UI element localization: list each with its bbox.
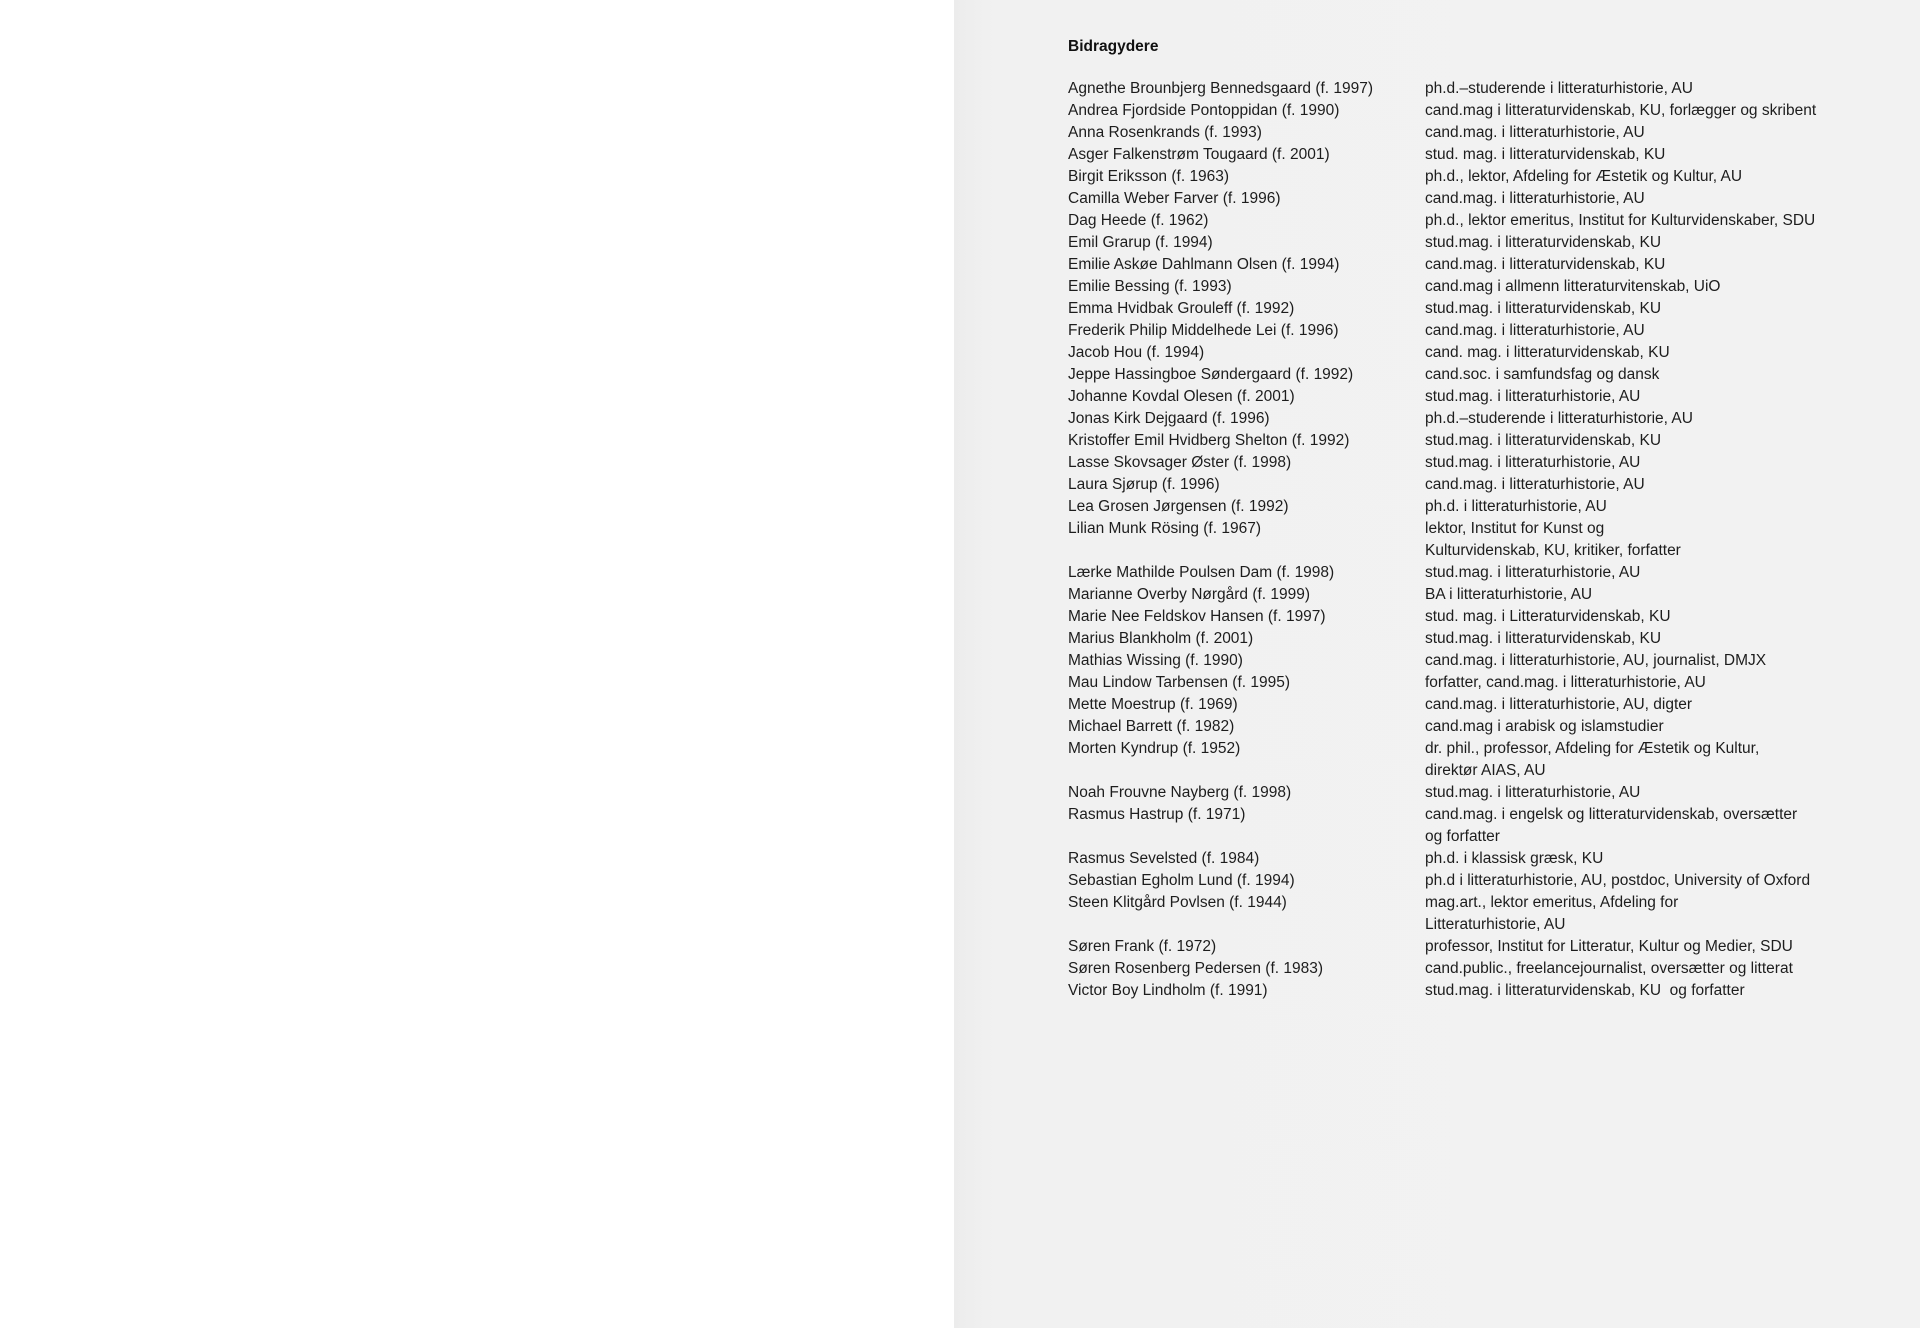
contributor-description: cand.mag i allmenn litteraturvitenskab, UiO xyxy=(1425,278,1721,295)
contributor-row xyxy=(1068,342,1888,364)
contributor-name: Marius Blankholm (f. 2001) xyxy=(1068,630,1254,647)
contributor-row xyxy=(1068,848,1888,870)
contributor-description: cand.public., freelancejournalist, oversætter og litterat xyxy=(1425,960,1793,977)
contributor-name: Rasmus Sevelsted (f. 1984) xyxy=(1068,850,1260,867)
contributor-row xyxy=(1068,804,1888,848)
contributor-row xyxy=(1068,386,1888,408)
contributor-row xyxy=(1068,232,1888,254)
contributor-name: Asger Falkenstrøm Tougaard (f. 2001) xyxy=(1068,146,1330,163)
contributor-row xyxy=(1068,980,1888,1002)
contributor-row xyxy=(1068,298,1888,320)
contributor-row xyxy=(1068,100,1888,122)
contributor-description: dr. phil., professor, Afdeling for Æstetik og Kultur, direktør AIAS, AU xyxy=(1425,740,1760,779)
contributor-name: Emilie Bessing (f. 1993) xyxy=(1068,278,1232,295)
contributor-row xyxy=(1068,694,1888,716)
contributor-row xyxy=(1068,430,1888,452)
contributor-description: cand.mag i litteraturvidenskab, KU, forlægger og skribent xyxy=(1425,102,1817,119)
contributor-description: ph.d i litteraturhistorie, AU, postdoc, University of Oxford xyxy=(1425,872,1811,889)
contributor-description: cand.soc. i samfundsfag og dansk xyxy=(1425,366,1660,383)
contributor-row xyxy=(1068,166,1888,188)
contributor-name: Anna Rosenkrands (f. 1993) xyxy=(1068,124,1262,141)
contributor-row xyxy=(1068,562,1888,584)
contributor-description: cand.mag. i engelsk og litteraturvidenskab, oversætter og forfatter xyxy=(1425,806,1798,845)
contributor-name: Mathias Wissing (f. 1990) xyxy=(1068,652,1243,669)
page-title: Bidragydere xyxy=(1068,38,1159,55)
contributor-row xyxy=(1068,892,1888,936)
contributor-description: cand. mag. i litteraturvidenskab, KU xyxy=(1425,344,1670,361)
contributor-row xyxy=(1068,144,1888,166)
contributor-name: Jeppe Hassingboe Søndergaard (f. 1992) xyxy=(1068,366,1354,383)
contributor-description: ph.d., lektor, Afdeling for Æstetik og Kultur, AU xyxy=(1425,168,1743,185)
contributor-description: stud.mag. i litteraturhistorie, AU xyxy=(1425,564,1641,581)
contributor-row xyxy=(1068,188,1888,210)
contributor-row xyxy=(1068,254,1888,276)
contributor-name: Lea Grosen Jørgensen (f. 1992) xyxy=(1068,498,1289,515)
contributor-name: Frederik Philip Middelhede Lei (f. 1996) xyxy=(1068,322,1339,339)
contributor-name: Marie Nee Feldskov Hansen (f. 1997) xyxy=(1068,608,1326,625)
contributor-description: stud.mag. i litteraturhistorie, AU xyxy=(1425,784,1641,801)
contributor-description: stud. mag. i litteraturvidenskab, KU xyxy=(1425,146,1666,163)
contributor-description: forfatter, cand.mag. i litteraturhistorie, AU xyxy=(1425,674,1706,691)
contributor-name: Steen Klitgård Povlsen (f. 1944) xyxy=(1068,894,1287,911)
contributor-name: Birgit Eriksson (f. 1963) xyxy=(1068,168,1230,185)
contributor-description: ph.d.–studerende i litteraturhistorie, AU xyxy=(1425,410,1693,427)
contributor-name: Emil Grarup (f. 1994) xyxy=(1068,234,1213,251)
contributor-name: Morten Kyndrup (f. 1952) xyxy=(1068,740,1241,757)
contributor-description: ph.d. i litteraturhistorie, AU xyxy=(1425,498,1607,515)
contributor-description: stud.mag. i litteraturvidenskab, KU xyxy=(1425,234,1662,251)
contributor-row xyxy=(1068,122,1888,144)
contributor-name: Mau Lindow Tarbensen (f. 1995) xyxy=(1068,674,1291,691)
contributor-row xyxy=(1068,452,1888,474)
contributor-row xyxy=(1068,210,1888,232)
contributor-description: professor, Institut for Litteratur, Kultur og Medier, SDU xyxy=(1425,938,1793,955)
contributor-row xyxy=(1068,78,1888,100)
contributor-description: cand.mag. i litteraturhistorie, AU xyxy=(1425,322,1645,339)
contributor-row xyxy=(1068,782,1888,804)
contributor-name: Andrea Fjordside Pontoppidan (f. 1990) xyxy=(1068,102,1340,119)
contributor-row xyxy=(1068,276,1888,298)
contributor-row xyxy=(1068,474,1888,496)
contributor-description: ph.d.–studerende i litteraturhistorie, AU xyxy=(1425,80,1693,97)
contributor-description: cand.mag. i litteraturhistorie, AU xyxy=(1425,476,1645,493)
contributor-description: stud.mag. i litteraturvidenskab, KU og forfatter xyxy=(1425,982,1745,999)
contributor-name: Lilian Munk Rösing (f. 1967) xyxy=(1068,520,1261,537)
contributor-list xyxy=(1068,78,1888,1002)
contributor-description: lektor, Institut for Kunst og Kulturvidenskab, KU, kritiker, forfatter xyxy=(1425,520,1681,559)
contributor-row xyxy=(1068,650,1888,672)
contributor-description: stud. mag. i Litteraturvidenskab, KU xyxy=(1425,608,1671,625)
contributor-name: Johanne Kovdal Olesen (f. 2001) xyxy=(1068,388,1295,405)
contributor-description: BA i litteraturhistorie, AU xyxy=(1425,586,1593,603)
contributor-row xyxy=(1068,738,1888,782)
contributor-name: Søren Rosenberg Pedersen (f. 1983) xyxy=(1068,960,1324,977)
contributors-section xyxy=(1068,36,1888,1002)
contributor-row xyxy=(1068,364,1888,386)
contributor-description: ph.d. i klassisk græsk, KU xyxy=(1425,850,1604,867)
contributor-row xyxy=(1068,320,1888,342)
contributor-name: Lærke Mathilde Poulsen Dam (f. 1998) xyxy=(1068,564,1335,581)
contributor-name: Rasmus Hastrup (f. 1971) xyxy=(1068,806,1246,823)
contributor-row xyxy=(1068,584,1888,606)
contributor-description: stud.mag. i litteraturvidenskab, KU xyxy=(1425,630,1662,647)
contributor-description: cand.mag. i litteraturhistorie, AU xyxy=(1425,124,1645,141)
contributor-row xyxy=(1068,606,1888,628)
contributor-name: Emilie Askøe Dahlmann Olsen (f. 1994) xyxy=(1068,256,1340,273)
contributor-name: Michael Barrett (f. 1982) xyxy=(1068,718,1235,735)
contributor-description: cand.mag. i litteraturhistorie, AU xyxy=(1425,190,1645,207)
contributor-row xyxy=(1068,716,1888,738)
contributor-row xyxy=(1068,518,1888,562)
contributor-description: cand.mag i arabisk og islamstudier xyxy=(1425,718,1664,735)
contributor-row xyxy=(1068,958,1888,980)
contributor-name: Laura Sjørup (f. 1996) xyxy=(1068,476,1220,493)
contributor-name: Sebastian Egholm Lund (f. 1994) xyxy=(1068,872,1295,889)
contributor-name: Camilla Weber Farver (f. 1996) xyxy=(1068,190,1281,207)
contributor-name: Noah Frouvne Nayberg (f. 1998) xyxy=(1068,784,1292,801)
contributor-description: stud.mag. i litteraturhistorie, AU xyxy=(1425,454,1641,471)
contributor-name: Dag Heede (f. 1962) xyxy=(1068,212,1209,229)
contributor-name: Jacob Hou (f. 1994) xyxy=(1068,344,1205,361)
contributor-row xyxy=(1068,672,1888,694)
contributor-description: stud.mag. i litteraturvidenskab, KU xyxy=(1425,432,1662,449)
contributor-description: stud.mag. i litteraturhistorie, AU xyxy=(1425,388,1641,405)
contributor-row xyxy=(1068,408,1888,430)
contributor-description: cand.mag. i litteraturvidenskab, KU xyxy=(1425,256,1666,273)
contributor-name: Marianne Overby Nørgård (f. 1999) xyxy=(1068,586,1311,603)
contributor-description: stud.mag. i litteraturvidenskab, KU xyxy=(1425,300,1662,317)
contributor-name: Jonas Kirk Dejgaard (f. 1996) xyxy=(1068,410,1270,427)
right-page xyxy=(954,0,1920,1328)
contributor-name: Emma Hvidbak Grouleff (f. 1992) xyxy=(1068,300,1295,317)
contributor-description: ph.d., lektor emeritus, Institut for Kulturvidenskaber, SDU xyxy=(1425,212,1816,229)
contributor-row xyxy=(1068,936,1888,958)
contributor-description: cand.mag. i litteraturhistorie, AU, digter xyxy=(1425,696,1693,713)
contributor-name: Lasse Skovsager Øster (f. 1998) xyxy=(1068,454,1292,471)
contributor-row xyxy=(1068,496,1888,518)
contributor-name: Victor Boy Lindholm (f. 1991) xyxy=(1068,982,1268,999)
left-page-blank xyxy=(0,0,954,1328)
contributor-row xyxy=(1068,870,1888,892)
contributor-name: Søren Frank (f. 1972) xyxy=(1068,938,1217,955)
contributor-name: Agnethe Brounbjerg Bennedsgaard (f. 1997) xyxy=(1068,80,1374,97)
contributor-row xyxy=(1068,628,1888,650)
contributor-name: Mette Moestrup (f. 1969) xyxy=(1068,696,1238,713)
contributor-name: Kristoffer Emil Hvidberg Shelton (f. 1992) xyxy=(1068,432,1350,449)
contributor-description: cand.mag. i litteraturhistorie, AU, journalist, DMJX xyxy=(1425,652,1767,669)
contributor-description: mag.art., lektor emeritus, Afdeling for Litteraturhistorie, AU xyxy=(1425,894,1679,933)
